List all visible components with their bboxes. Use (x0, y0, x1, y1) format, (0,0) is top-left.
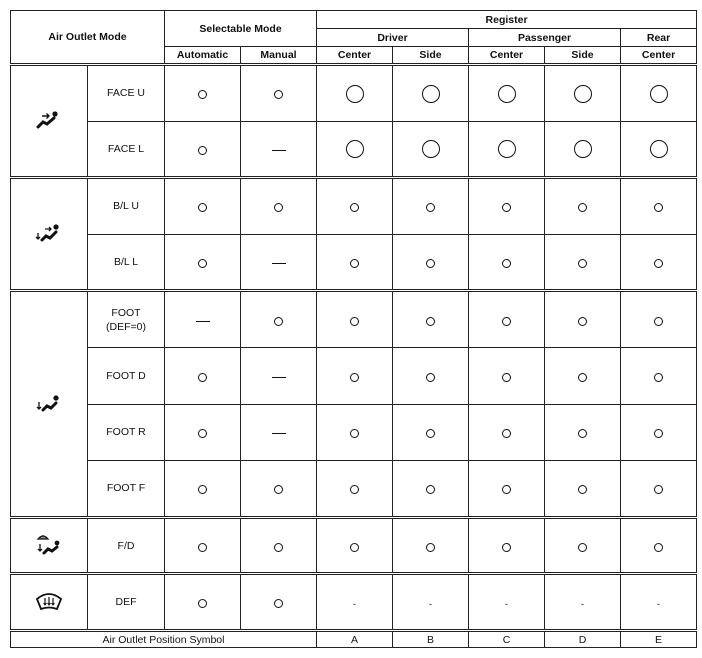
footer-label: Air Outlet Position Symbol (11, 631, 317, 648)
driver-side-cell (393, 404, 469, 461)
small-circle-mark (426, 543, 435, 552)
small-circle-mark (350, 317, 359, 326)
header-rear: Rear (621, 29, 697, 47)
passenger-center-cell (469, 178, 545, 235)
passenger-side-cell (545, 574, 621, 631)
small-circle-mark (578, 429, 587, 438)
small-circle-mark (426, 203, 435, 212)
large-circle-mark (574, 85, 592, 103)
dash-mark (196, 321, 210, 322)
small-circle-mark (198, 203, 207, 212)
table-row (11, 178, 697, 235)
face-mode-icon (11, 65, 88, 178)
driver-center-cell (317, 65, 393, 122)
large-circle-mark (574, 140, 592, 158)
driver-side-cell (393, 517, 469, 574)
small-circle-mark (502, 317, 511, 326)
small-circle-mark (274, 317, 283, 326)
foot-defrost-mode-icon (11, 517, 88, 574)
footer-symbol-d: D (545, 631, 621, 648)
large-circle-mark (498, 85, 516, 103)
small-circle-mark (198, 599, 207, 608)
air-outlet-mode-table (10, 10, 697, 648)
passenger-side-cell (545, 121, 621, 178)
small-circle-mark (654, 373, 663, 382)
small-circle-mark (426, 373, 435, 382)
header-driver: Driver (317, 29, 469, 47)
automatic-cell (165, 178, 241, 235)
small-circle-mark (274, 203, 283, 212)
manual-cell (241, 517, 317, 574)
dash-mark (272, 150, 286, 151)
mode-label: FACE U (88, 65, 165, 122)
small-circle-mark (502, 203, 511, 212)
table-row (11, 65, 697, 122)
driver-center-cell (317, 461, 393, 518)
table-row (11, 574, 697, 631)
rear-center-cell (621, 65, 697, 122)
small-circle-mark (426, 317, 435, 326)
mode-label: DEF (88, 574, 165, 631)
header-selectable-mode: Selectable Mode (165, 11, 317, 47)
passenger-side-cell (545, 291, 621, 348)
header-register: Register (317, 11, 697, 29)
mode-label: FOOT F (88, 461, 165, 518)
dot-mark: - (657, 599, 661, 610)
footer-symbol-a: A (317, 631, 393, 648)
dot-mark: - (581, 599, 585, 610)
large-circle-mark (650, 85, 668, 103)
manual-cell (241, 347, 317, 404)
mode-label: FOOT D (88, 347, 165, 404)
passenger-side-cell (545, 461, 621, 518)
small-circle-mark (198, 146, 207, 155)
driver-side-cell (393, 65, 469, 122)
driver-side-cell (393, 234, 469, 291)
small-circle-mark (502, 429, 511, 438)
large-circle-mark (422, 140, 440, 158)
table-body (11, 65, 697, 631)
footer-symbol-c: C (469, 631, 545, 648)
automatic-cell (165, 517, 241, 574)
small-circle-mark (198, 543, 207, 552)
large-circle-mark (346, 85, 364, 103)
small-circle-mark (426, 259, 435, 268)
small-circle-mark (654, 429, 663, 438)
small-circle-mark (578, 259, 587, 268)
small-circle-mark (198, 485, 207, 494)
small-circle-mark (198, 373, 207, 382)
table-row (11, 404, 697, 461)
header-driver-center: Center (317, 47, 393, 65)
passenger-side-cell (545, 178, 621, 235)
driver-side-cell (393, 574, 469, 631)
large-circle-mark (650, 140, 668, 158)
dot-mark: - (429, 599, 433, 610)
table-row (11, 347, 697, 404)
driver-center-cell (317, 517, 393, 574)
small-circle-mark (350, 259, 359, 268)
small-circle-mark (578, 317, 587, 326)
small-circle-mark (654, 543, 663, 552)
automatic-cell (165, 65, 241, 122)
small-circle-mark (578, 485, 587, 494)
automatic-cell (165, 347, 241, 404)
small-circle-mark (502, 259, 511, 268)
passenger-center-cell (469, 291, 545, 348)
passenger-center-cell (469, 574, 545, 631)
header-rear-center: Center (621, 47, 697, 65)
manual-cell (241, 234, 317, 291)
small-circle-mark (350, 373, 359, 382)
dash-mark (272, 377, 286, 378)
manual-cell (241, 404, 317, 461)
passenger-side-cell (545, 234, 621, 291)
small-circle-mark (350, 429, 359, 438)
small-circle-mark (654, 259, 663, 268)
mode-label-line2: (DEF=0) (106, 320, 146, 333)
rear-center-cell (621, 234, 697, 291)
defrost-mode-icon (11, 574, 88, 631)
automatic-cell (165, 574, 241, 631)
passenger-side-cell (545, 404, 621, 461)
mode-label: FACE L (88, 121, 165, 178)
dot-mark: - (505, 599, 509, 610)
dash-mark (272, 263, 286, 264)
small-circle-mark (198, 90, 207, 99)
small-circle-mark (578, 543, 587, 552)
small-circle-mark (274, 90, 283, 99)
driver-side-cell (393, 121, 469, 178)
header-passenger-side: Side (545, 47, 621, 65)
small-circle-mark (198, 429, 207, 438)
small-circle-mark (578, 203, 587, 212)
header-passenger: Passenger (469, 29, 621, 47)
driver-center-cell (317, 234, 393, 291)
foot-mode-icon (11, 291, 88, 517)
driver-center-cell (317, 121, 393, 178)
passenger-center-cell (469, 347, 545, 404)
header-air-outlet-mode: Air Outlet Mode (11, 11, 165, 65)
mode-label: F/D (88, 517, 165, 574)
driver-side-cell (393, 461, 469, 518)
header-driver-side: Side (393, 47, 469, 65)
rear-center-cell (621, 461, 697, 518)
driver-side-cell (393, 347, 469, 404)
mode-label: B/L L (88, 234, 165, 291)
rear-center-cell (621, 347, 697, 404)
manual-cell (241, 178, 317, 235)
small-circle-mark (350, 485, 359, 494)
manual-cell (241, 291, 317, 348)
table-row (11, 461, 697, 518)
small-circle-mark (426, 429, 435, 438)
passenger-side-cell (545, 517, 621, 574)
passenger-center-cell (469, 65, 545, 122)
passenger-center-cell (469, 234, 545, 291)
bilevel-mode-icon (11, 178, 88, 291)
passenger-center-cell (469, 517, 545, 574)
footer-symbol-e: E (621, 631, 697, 648)
small-circle-mark (274, 599, 283, 608)
rear-center-cell (621, 291, 697, 348)
dash-mark (272, 433, 286, 434)
manual-cell (241, 65, 317, 122)
mode-label-line1: FOOT (111, 306, 141, 319)
manual-cell (241, 461, 317, 518)
passenger-center-cell (469, 121, 545, 178)
small-circle-mark (350, 203, 359, 212)
passenger-center-cell (469, 404, 545, 461)
header-passenger-center: Center (469, 47, 545, 65)
table-row (11, 121, 697, 178)
small-circle-mark (350, 543, 359, 552)
header-automatic: Automatic (165, 47, 241, 65)
small-circle-mark (426, 485, 435, 494)
mode-label (88, 291, 165, 348)
large-circle-mark (346, 140, 364, 158)
mode-label: B/L U (88, 178, 165, 235)
manual-cell (241, 574, 317, 631)
small-circle-mark (274, 543, 283, 552)
small-circle-mark (502, 373, 511, 382)
small-circle-mark (502, 485, 511, 494)
rear-center-cell (621, 517, 697, 574)
driver-center-cell (317, 574, 393, 631)
header-manual: Manual (241, 47, 317, 65)
small-circle-mark (578, 373, 587, 382)
passenger-side-cell (545, 65, 621, 122)
rear-center-cell (621, 574, 697, 631)
automatic-cell (165, 291, 241, 348)
mode-label: FOOT R (88, 404, 165, 461)
dot-mark: - (353, 599, 357, 610)
automatic-cell (165, 121, 241, 178)
small-circle-mark (502, 543, 511, 552)
driver-center-cell (317, 178, 393, 235)
driver-center-cell (317, 404, 393, 461)
manual-cell (241, 121, 317, 178)
passenger-side-cell (545, 347, 621, 404)
driver-side-cell (393, 178, 469, 235)
table-row (11, 517, 697, 574)
large-circle-mark (422, 85, 440, 103)
driver-center-cell (317, 291, 393, 348)
rear-center-cell (621, 121, 697, 178)
small-circle-mark (654, 485, 663, 494)
small-circle-mark (274, 485, 283, 494)
small-circle-mark (654, 317, 663, 326)
table-row (11, 291, 697, 348)
table-row (11, 234, 697, 291)
driver-side-cell (393, 291, 469, 348)
rear-center-cell (621, 404, 697, 461)
automatic-cell (165, 461, 241, 518)
automatic-cell (165, 234, 241, 291)
small-circle-mark (198, 259, 207, 268)
passenger-center-cell (469, 461, 545, 518)
rear-center-cell (621, 178, 697, 235)
automatic-cell (165, 404, 241, 461)
large-circle-mark (498, 140, 516, 158)
small-circle-mark (654, 203, 663, 212)
footer-symbol-b: B (393, 631, 469, 648)
driver-center-cell (317, 347, 393, 404)
